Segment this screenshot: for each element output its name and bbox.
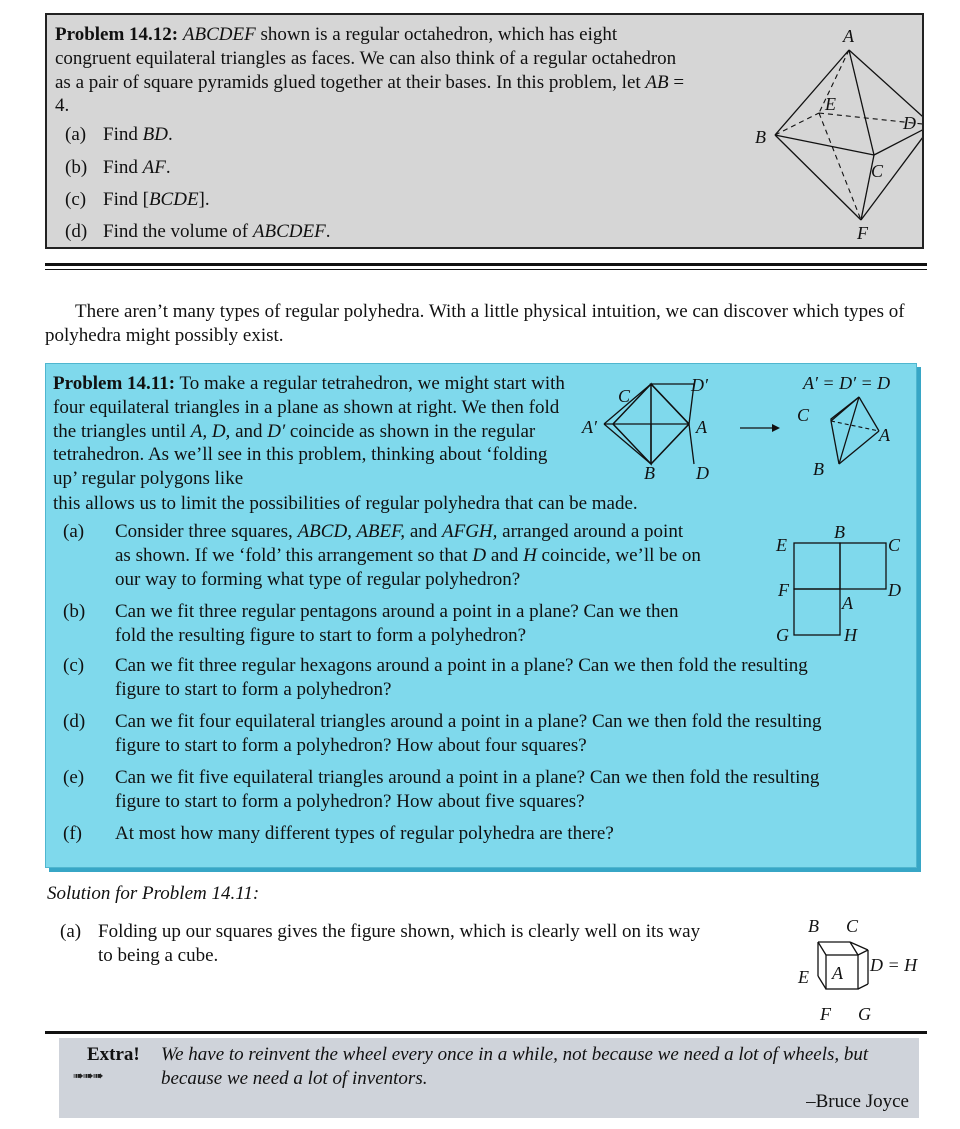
problem-14-11-statement-cont: this allows us to limit the possibilities of regular polyhedra that can be made. [53,493,638,514]
three-squares-figure [768,519,914,649]
cube-figure [790,910,940,1030]
problem-14-12-title: Problem 14.12: [55,24,179,45]
oct-label-e: E [825,94,836,114]
oct-label-f: F [857,223,868,243]
extra-author: –Bruce Joyce [806,1091,909,1112]
cube-label-g: G [858,1004,871,1024]
problem-14-12-part-b: (b) Find AF. [65,157,171,178]
section-rule-thin [45,269,927,270]
cube-label-dh: D = H [870,955,918,975]
tetra-label-top: A′ = D′ = D [803,373,891,393]
oct-label-d: D [903,113,916,133]
sq-label-h: H [844,625,857,645]
tetrahedron-figure [791,369,916,489]
problem-14-11-part-c: (c) Can we fit three regular hexagons around a point in a plane? Can we then fold the resulting figure to start to form a polyhedron? [63,655,808,700]
cube-label-a: A [832,963,843,983]
net-label-d: D [696,463,709,483]
net-label-d-prime: D′ [691,375,708,395]
extra-quote: We have to reinvent the wheel every once in a while, not because we need a lot of wheels, but because we need a lot of inventors. [161,1044,869,1089]
tetra-label-c: C [797,405,810,425]
sq-label-f: F [778,580,789,600]
sq-label-e: E [776,535,787,555]
solution-title: Solution for Problem 14.11: [47,883,260,904]
triangle-net-figure [566,369,726,489]
problem-14-12-statement: Problem 14.12: ABCDEF shown is a regular octahedron, which has eight congruent equilateral triangles as faces. We can also think of a regular octahedron as a pair of square pyramids glued together at their bases. In this problem, let AB = 4. [55,24,685,117]
cube-label-b: B [808,916,819,936]
net-label-b: B [644,463,655,483]
section-rule-thick [45,263,927,266]
extra-rule [45,1031,927,1034]
tetra-label-a: A [879,425,890,445]
sq-label-c: C [888,535,901,555]
problem-14-11-title: Problem 14.11: [53,373,176,394]
sq-label-g: G [776,625,789,645]
problem-14-12-part-d: (d) Find the volume of ABCDEF. [65,221,331,242]
cube-label-e: E [798,967,809,987]
tetra-label-b: B [813,459,824,479]
net-label-a: A [696,417,707,437]
cube-label-c: C [846,916,859,936]
sq-label-a: A [842,593,853,613]
cube-label-f: F [820,1004,831,1024]
fold-arrow-icon [738,422,784,434]
arrows-icon: ➠➠➠ [73,1068,103,1083]
problem-14-11-part-b: (b) Can we fit three regular pentagons around a point in a plane? Can we then fold the resulting figure to start to form a polyhedron? [63,601,679,646]
sq-label-b: B [834,522,845,542]
net-label-a-prime: A′ [582,417,597,437]
sq-label-d: D [888,580,901,600]
extra-label: Extra! [87,1044,140,1065]
problem-14-12-part-a: (a) Find BD. [65,124,173,145]
problem-14-11-part-d: (d) Can we fit four equilateral triangles around a point in a plane? Can we then fold the resulting figure to start to form a polyhedron? How about four squares? [63,711,822,756]
problem-14-12-box [45,13,924,249]
octahedron-figure [707,15,922,247]
problem-14-11-box [45,363,917,868]
problem-14-11-part-e: (e) Can we fit five equilateral triangles around a point in a plane? Can we then fold the resulting figure to start to form a polyhedron? How about five squares? [63,767,820,812]
problem-14-12-part-c: (c) Find [BCDE]. [65,189,210,210]
oct-label-a: A [843,26,854,46]
extra-box [59,1038,919,1118]
intro-paragraph: There aren’t many types of regular polyhedra. With a little physical intuition, we can discover which types of polyhedra might possibly exist. [45,301,905,346]
problem-14-11-statement: Problem 14.11: To make a regular tetrahedron, we might start with four equilateral triangles in a plane as shown at right. We then fold the triangles until A, D, and D′ coincide as shown in the regular tetrahedron. As we’ll see in this problem, thinking about ‘folding up’ regular polygons like [53,373,565,489]
net-label-c: C [618,386,631,406]
problem-14-11-part-f: (f) At most how many different types of regular polyhedra are there? [63,823,614,844]
oct-label-c: C [871,161,884,181]
oct-label-b: B [755,127,766,147]
problem-14-11-part-a: (a) Consider three squares, ABCD, ABEF, and AFGH, arranged around a point as shown. If we ‘fold’ this arrangement so that D and H coincide, we’ll be on our way to forming what type of regular polyhedron? [63,521,701,590]
